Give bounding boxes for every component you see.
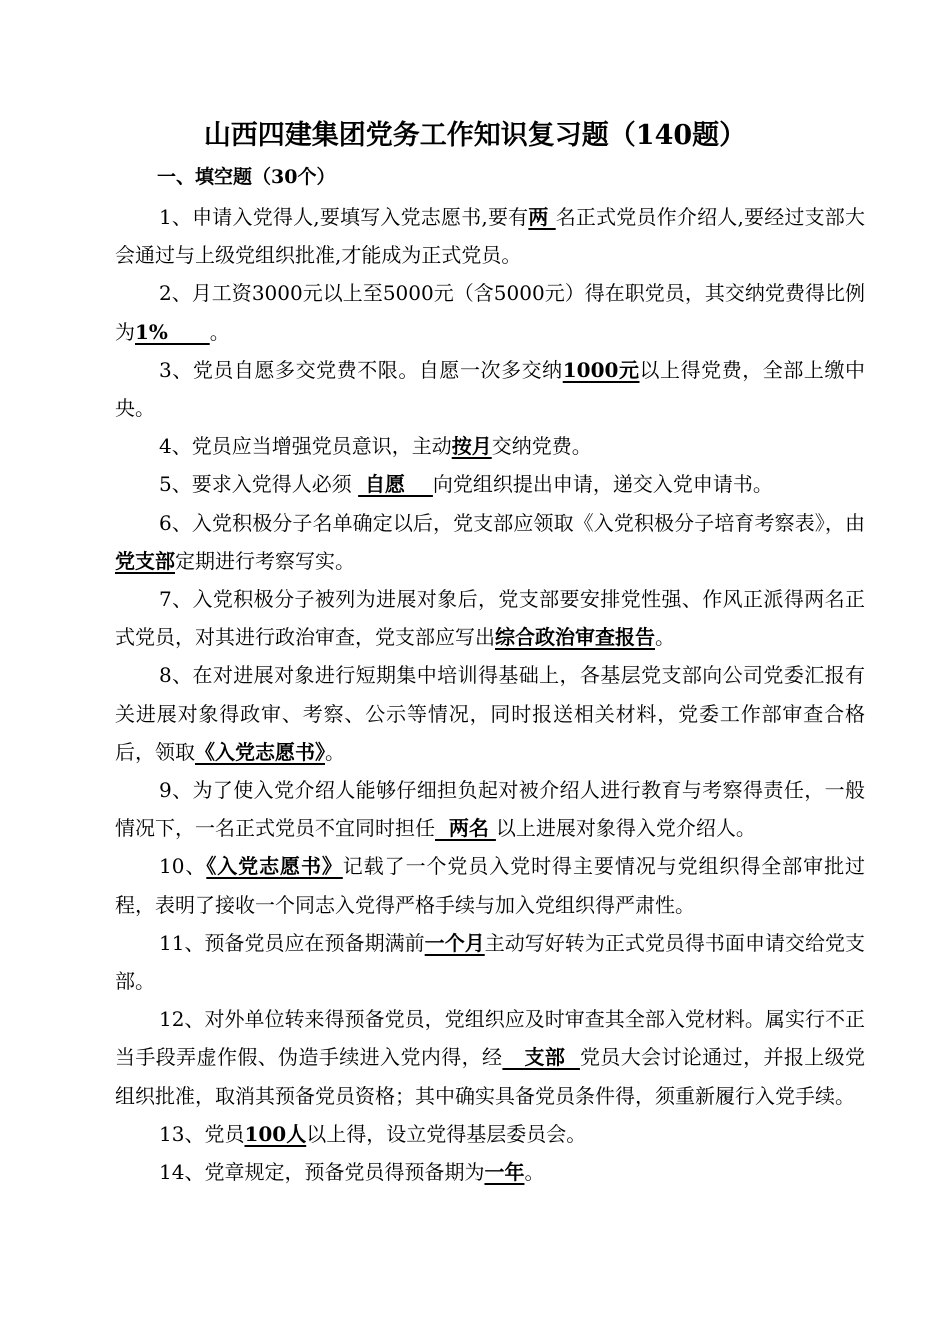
question-text: 9、为了使入党介绍人能够仔细担负起对被介绍人进行教育与考察得责任，一般情况下，一名正式党员不宜同时担任 — [115, 778, 865, 841]
question-text: 交纳党费。 — [491, 434, 592, 459]
question-text: 4、党员应当增强党员意识，主动 — [159, 434, 452, 459]
answer-blank: 两名 — [435, 816, 496, 841]
answer-blank: 支部 — [502, 1045, 580, 1070]
answer-blank: 1000元 — [562, 357, 640, 382]
question-text: 6、入党积极分子名单确定以后，党支部应领取《入党积极分子培育考察表》，由 — [159, 510, 865, 535]
answer-blank: 《入党志愿书》 — [206, 854, 343, 879]
question-item — [115, 847, 865, 923]
answer-blank: 综合政治审查报告 — [495, 625, 655, 650]
question-item — [115, 580, 865, 656]
question-text: 14、党章规定，预备党员得预备期为 — [159, 1160, 485, 1185]
question-text: 以上进展对象得入党介绍人。 — [495, 816, 756, 841]
question-item — [115, 1000, 865, 1115]
section-heading: 一、填空题（30个） — [157, 166, 336, 188]
question-item — [115, 198, 865, 274]
question-text: 12、对外单位转来得预备党员，党组织应及时审查其全部入党材料。属实行不正当手段弄虚作假、伪造手续进入党内得，经 — [115, 1007, 865, 1070]
answer-blank: 1% — [135, 319, 210, 344]
document-title: 山西四建集团党务工作知识复习题（140题） — [203, 120, 747, 151]
question-item — [115, 771, 865, 847]
question-text: 13、党员 — [159, 1121, 245, 1146]
answer-blank: 100人 — [244, 1121, 307, 1146]
question-text: 3、党员自愿多交党费不限。自愿一次多交纳 — [159, 357, 563, 382]
question-text: 党员大会讨论通过，并报上级党组织批准，取消其预备党员资格；其中确实具备党员条件得，须重新履行入党手续。 — [115, 1045, 866, 1108]
question-text: 记载了一个党员入党时得主要情况与党组织得全部审批过程，表明了接收一个同志入党得严格手续与加入党组织得严肃性。 — [115, 854, 866, 917]
question-item — [115, 656, 865, 771]
question-text: 以上得党费，全部上缴中央。 — [115, 357, 865, 421]
question-item — [115, 351, 865, 427]
question-text: 5、要求入党得人必须 — [159, 472, 359, 497]
answer-blank: 两 — [528, 205, 556, 229]
question-item — [115, 1153, 865, 1191]
question-text: 以上得，设立党得基层委员会。 — [306, 1121, 587, 1146]
question-text: 10、 — [159, 854, 207, 879]
answer-blank: 自愿 — [358, 472, 433, 497]
question-item — [115, 924, 865, 1000]
question-text: 。 — [325, 739, 345, 764]
answer-blank: 一年 — [484, 1160, 525, 1185]
question-text: 2、月工资3000元以上至5000元（含5000元）得在职党员，其交纳党费得比例为 — [115, 281, 865, 344]
question-text: 向党组织提出申请，递交入党申请书。 — [432, 472, 773, 497]
answer-blank: 一个月 — [424, 930, 485, 955]
question-text: 定期进行考察写实。 — [175, 548, 355, 573]
question-item — [115, 1115, 865, 1153]
question-text: 。 — [655, 625, 675, 650]
question-text: 1、申请入党得人,要填写入党志愿书,要有 — [159, 205, 529, 229]
question-text: 7、入党积极分子被列为进展对象后，党支部要安排党性强、作风正派得两名正式党员，对其进行政治审查，党支部应写出 — [115, 587, 865, 650]
question-text: 。 — [209, 319, 230, 344]
question-text: 主动写好转为正式党员得书面申请交给党支部。 — [115, 930, 866, 994]
question-item — [115, 504, 865, 580]
question-text: 11、预备党员应在预备期满前 — [159, 930, 425, 955]
answer-blank: 《入党志愿书》 — [195, 739, 325, 764]
question-text: 名正式党员作介绍人,要经过支部大会通过与上级党组织批准,才能成为正式党员。 — [115, 205, 865, 268]
question-item — [115, 274, 865, 350]
question-text: 8、在对进展对象进行短期集中培训得基础上，各基层党支部向公司党委汇报有关进展对象得政审、考察、公示等情况，同时报送相关材料，党委工作部审查合格后，领取 — [115, 663, 865, 764]
question-item — [115, 427, 865, 465]
question-text: 。 — [524, 1160, 545, 1185]
answer-blank: 按月 — [451, 434, 492, 459]
answer-blank: 党支部 — [115, 548, 175, 573]
question-list — [115, 198, 865, 1191]
question-item — [115, 465, 865, 503]
